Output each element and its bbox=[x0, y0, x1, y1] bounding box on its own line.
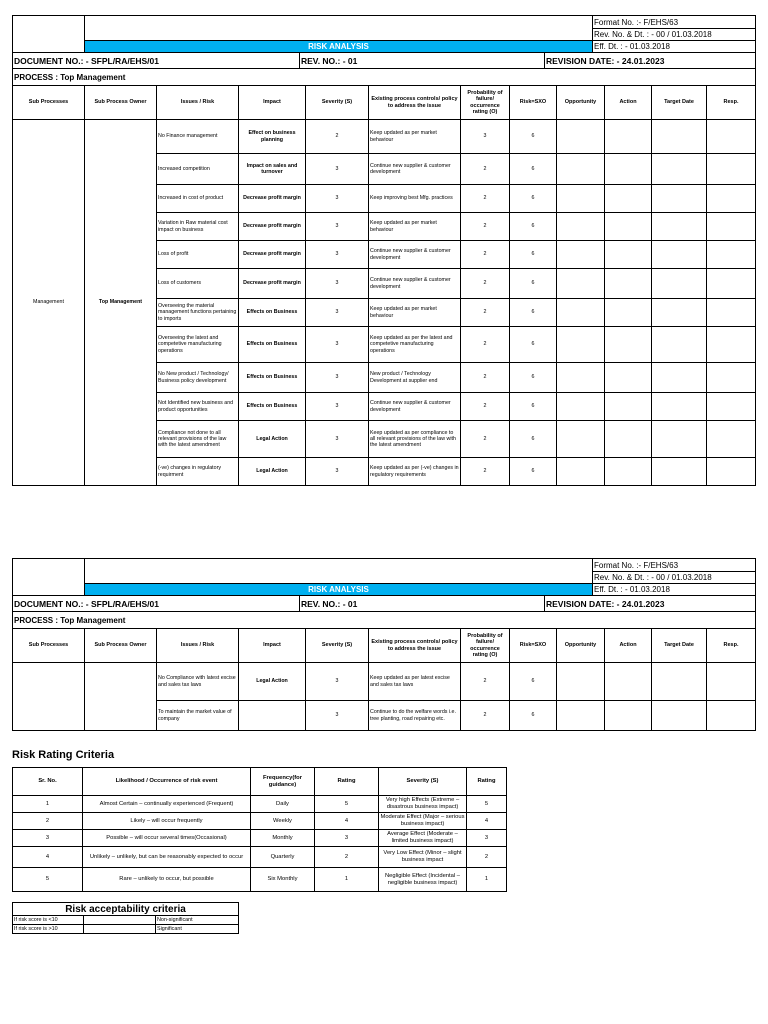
opportunity-cell bbox=[557, 458, 605, 486]
criteria-sr-cell: 2 bbox=[13, 813, 83, 830]
severity-cell: 3 bbox=[306, 213, 369, 241]
target-date-cell bbox=[652, 241, 707, 269]
rev-no-date: Rev. No. & Dt. : - 00 / 01.03.2018 bbox=[593, 572, 756, 584]
severity-cell: 3 bbox=[306, 663, 369, 701]
criteria-sr-cell: 4 bbox=[13, 847, 83, 868]
acceptability-row bbox=[13, 925, 239, 934]
revision-date: REVISION DATE: - 24.01.2023 bbox=[545, 596, 756, 612]
col-probability: Probability of failure/ occurrence rating (O) bbox=[461, 86, 510, 120]
header-blank-cell bbox=[13, 16, 85, 53]
target-date-cell bbox=[652, 185, 707, 213]
resp-cell bbox=[707, 154, 756, 185]
opportunity-cell bbox=[557, 154, 605, 185]
col-impact: Impact bbox=[239, 629, 306, 663]
sheet-2-header-table bbox=[12, 558, 756, 629]
impact-cell: Effects on Business bbox=[239, 363, 306, 393]
resp-cell bbox=[707, 421, 756, 458]
col-action: Action bbox=[605, 629, 652, 663]
criteria-likelihood-cell: Likely – will occur frequently bbox=[83, 813, 251, 830]
col-existing-controls: Existing process controls/ policy to address the issue bbox=[369, 86, 461, 120]
risk-analysis-sheet-2 bbox=[12, 558, 755, 731]
severity-cell: 3 bbox=[306, 701, 369, 731]
criteria-row bbox=[13, 847, 507, 868]
criteria-row bbox=[13, 813, 507, 830]
header-blank-wide bbox=[85, 16, 593, 41]
probability-cell: 2 bbox=[461, 185, 510, 213]
criteria-rating-cell: 4 bbox=[315, 813, 379, 830]
target-date-cell bbox=[652, 213, 707, 241]
col-sub-process-owner: Sub Process Owner bbox=[85, 629, 157, 663]
format-no: Format No. :- F/EHS/63 bbox=[593, 16, 756, 29]
risk-cell: 6 bbox=[510, 458, 557, 486]
risk-acceptability-table bbox=[12, 902, 239, 934]
impact-cell: Effects on Business bbox=[239, 299, 306, 327]
risk-rating-table bbox=[12, 767, 507, 892]
issue-cell: Compliance not done to all relevant provisions of the law with the latest amendment bbox=[157, 421, 239, 458]
risk-rating-criteria-title: Risk Rating Criteria bbox=[12, 749, 115, 761]
col-sub-process-owner: Sub Process Owner bbox=[85, 86, 157, 120]
criteria-severity-cell: Average Effect (Moderate – limited business impact) bbox=[379, 830, 467, 847]
column-header-row bbox=[13, 629, 756, 663]
probability-cell: 2 bbox=[461, 241, 510, 269]
severity-cell: 3 bbox=[306, 363, 369, 393]
action-cell bbox=[605, 154, 652, 185]
criteria-rating-cell: 3 bbox=[315, 830, 379, 847]
resp-cell bbox=[707, 701, 756, 731]
probability-cell: 2 bbox=[461, 421, 510, 458]
probability-cell: 2 bbox=[461, 458, 510, 486]
risk-cell: 6 bbox=[510, 269, 557, 299]
criteria-severity-cell: Very high Effects (Extreme – disastrous business impact) bbox=[379, 796, 467, 813]
criteria-header-row bbox=[13, 768, 507, 796]
issue-cell: No New product / Technology/ Business policy development bbox=[157, 363, 239, 393]
sub-process-owner-cell: Top Management bbox=[85, 120, 157, 486]
criteria-rating-cell: 5 bbox=[315, 796, 379, 813]
severity-cell: 3 bbox=[306, 241, 369, 269]
criteria-rating-cell: 2 bbox=[315, 847, 379, 868]
risk-table-2 bbox=[12, 628, 756, 731]
action-cell bbox=[605, 213, 652, 241]
rev-no-date: Rev. No. & Dt. : - 00 / 01.03.2018 bbox=[593, 29, 756, 41]
col-issues-risk: Issues / Risk bbox=[157, 629, 239, 663]
process-label: PROCESS : Top Management bbox=[13, 69, 756, 86]
acceptability-blank-cell bbox=[84, 925, 156, 934]
impact-cell: Decrease profit margin bbox=[239, 269, 306, 299]
crit-col-rating: Rating bbox=[315, 768, 379, 796]
resp-cell bbox=[707, 120, 756, 154]
format-no: Format No. :- F/EHS/63 bbox=[593, 559, 756, 572]
issue-cell: Loss of customers bbox=[157, 269, 239, 299]
criteria-likelihood-cell: Possible – will occur several times(Occasional) bbox=[83, 830, 251, 847]
page-title: RISK ANALYSIS bbox=[85, 584, 593, 596]
header-blank-wide bbox=[85, 559, 593, 584]
risk-analysis-sheet-1 bbox=[12, 15, 755, 486]
risk-acceptability-criteria bbox=[12, 902, 238, 934]
issue-cell: Increased in cost of product bbox=[157, 185, 239, 213]
resp-cell bbox=[707, 363, 756, 393]
severity-cell: 3 bbox=[306, 327, 369, 363]
col-target-date: Target Date bbox=[652, 629, 707, 663]
issue-cell: (-ve) changes in regulatory requirment bbox=[157, 458, 239, 486]
table-row bbox=[13, 663, 756, 701]
control-cell: Keep updated as per the latest and competetive manufacturing operations bbox=[369, 327, 461, 363]
risk-cell: 6 bbox=[510, 213, 557, 241]
issue-cell: Variation in Raw material cost impact on business bbox=[157, 213, 239, 241]
risk-cell: 6 bbox=[510, 663, 557, 701]
risk-cell: 6 bbox=[510, 393, 557, 421]
probability-cell: 2 bbox=[461, 363, 510, 393]
col-severity: Severity (S) bbox=[306, 629, 369, 663]
revision-date: REVISION DATE: - 24.01.2023 bbox=[545, 53, 756, 69]
opportunity-cell bbox=[557, 363, 605, 393]
target-date-cell bbox=[652, 663, 707, 701]
opportunity-cell bbox=[557, 120, 605, 154]
target-date-cell bbox=[652, 120, 707, 154]
action-cell bbox=[605, 393, 652, 421]
control-cell: Continue new supplier & customer development bbox=[369, 393, 461, 421]
control-cell: Keep updated as per compliance to all relevant provisions of the law with the latest amendment bbox=[369, 421, 461, 458]
control-cell: Keep updated as per market behaviour bbox=[369, 120, 461, 154]
risk-cell: 6 bbox=[510, 241, 557, 269]
risk-cell: 6 bbox=[510, 299, 557, 327]
col-target-date: Target Date bbox=[652, 86, 707, 120]
resp-cell bbox=[707, 299, 756, 327]
target-date-cell bbox=[652, 363, 707, 393]
impact-cell: Impact on sales and turnover bbox=[239, 154, 306, 185]
effective-date: Eff. Dt. : - 01.03.2018 bbox=[593, 41, 756, 53]
acceptability-label-cell: Non-significant bbox=[156, 916, 239, 925]
control-cell: New product / Technology Development at supplier end bbox=[369, 363, 461, 393]
resp-cell bbox=[707, 327, 756, 363]
opportunity-cell bbox=[557, 327, 605, 363]
document-no: DOCUMENT NO.: - SFPL/RA/EHS/01 bbox=[13, 596, 300, 612]
control-cell: Keep updated as per market behaviour bbox=[369, 213, 461, 241]
acceptability-condition-cell: If risk score is >10 bbox=[13, 925, 84, 934]
control-cell: Keep updated as per latest excise and sales tax laws bbox=[369, 663, 461, 701]
col-existing-controls: Existing process controls/ policy to address the issue bbox=[369, 629, 461, 663]
action-cell bbox=[605, 241, 652, 269]
severity-cell: 3 bbox=[306, 185, 369, 213]
impact-cell: Effects on Business bbox=[239, 393, 306, 421]
issue-cell: Overseeing the material management functions pertaining to imports bbox=[157, 299, 239, 327]
resp-cell bbox=[707, 663, 756, 701]
criteria-frequency-cell: Quarterly bbox=[251, 847, 315, 868]
criteria-severity-rating-cell: 1 bbox=[467, 868, 507, 892]
risk-cell: 6 bbox=[510, 327, 557, 363]
criteria-frequency-cell: Daily bbox=[251, 796, 315, 813]
probability-cell: 2 bbox=[461, 663, 510, 701]
col-sub-processes: Sub Processes bbox=[13, 86, 85, 120]
action-cell bbox=[605, 458, 652, 486]
risk-table-1 bbox=[12, 85, 756, 486]
process-label: PROCESS : Top Management bbox=[13, 612, 756, 629]
criteria-sr-cell: 3 bbox=[13, 830, 83, 847]
acceptability-condition-cell: If risk score is <10 bbox=[13, 916, 84, 925]
criteria-frequency-cell: Weekly bbox=[251, 813, 315, 830]
control-cell: Keep updated as per (-ve) changes in regulatory requirements bbox=[369, 458, 461, 486]
action-cell bbox=[605, 421, 652, 458]
col-resp: Resp. bbox=[707, 86, 756, 120]
issue-cell: Not Identified new business and product opportunities bbox=[157, 393, 239, 421]
page-title: RISK ANALYSIS bbox=[85, 41, 593, 53]
col-impact: Impact bbox=[239, 86, 306, 120]
action-cell bbox=[605, 120, 652, 154]
severity-cell: 3 bbox=[306, 421, 369, 458]
crit-col-likelihood: Likelihood / Occurrence of risk event bbox=[83, 768, 251, 796]
action-cell bbox=[605, 327, 652, 363]
acceptability-blank-cell bbox=[84, 916, 156, 925]
opportunity-cell bbox=[557, 393, 605, 421]
issue-cell: To maintain the market value of company bbox=[157, 701, 239, 731]
resp-cell bbox=[707, 185, 756, 213]
impact-cell: Legal Action bbox=[239, 663, 306, 701]
col-opportunity: Opportunity bbox=[557, 629, 605, 663]
control-cell: Keep improving best Mfg. practices bbox=[369, 185, 461, 213]
target-date-cell bbox=[652, 154, 707, 185]
risk-cell: 6 bbox=[510, 185, 557, 213]
criteria-row bbox=[13, 830, 507, 847]
target-date-cell bbox=[652, 701, 707, 731]
opportunity-cell bbox=[557, 185, 605, 213]
action-cell bbox=[605, 701, 652, 731]
col-opportunity: Opportunity bbox=[557, 86, 605, 120]
criteria-severity-cell: Very Low Effect (Minor – slight business impact bbox=[379, 847, 467, 868]
sheet-1-header-table bbox=[12, 15, 756, 86]
impact-cell: Legal Action bbox=[239, 421, 306, 458]
probability-cell: 2 bbox=[461, 327, 510, 363]
rev-no: REV. NO.: - 01 bbox=[300, 596, 545, 612]
risk-cell: 6 bbox=[510, 421, 557, 458]
action-cell bbox=[605, 299, 652, 327]
criteria-frequency-cell: Monthly bbox=[251, 830, 315, 847]
issue-cell: Loss of profit bbox=[157, 241, 239, 269]
severity-cell: 3 bbox=[306, 299, 369, 327]
risk-cell: 6 bbox=[510, 120, 557, 154]
criteria-likelihood-cell: Almost Certain – continually experienced (Frequent) bbox=[83, 796, 251, 813]
issue-cell: Increased competition bbox=[157, 154, 239, 185]
col-risk: Risk=SXO bbox=[510, 86, 557, 120]
col-severity: Severity (S) bbox=[306, 86, 369, 120]
probability-cell: 2 bbox=[461, 393, 510, 421]
target-date-cell bbox=[652, 269, 707, 299]
probability-cell: 2 bbox=[461, 299, 510, 327]
impact-cell: Decrease profit margin bbox=[239, 241, 306, 269]
control-cell: Continue new supplier & customer development bbox=[369, 269, 461, 299]
sub-process-cell bbox=[13, 663, 85, 731]
crit-col-frequency: Frequency(for guidance) bbox=[251, 768, 315, 796]
rev-no: REV. NO.: - 01 bbox=[300, 53, 545, 69]
effective-date: Eff. Dt. : - 01.03.2018 bbox=[593, 584, 756, 596]
impact-cell bbox=[239, 701, 306, 731]
issue-cell: No Finance management bbox=[157, 120, 239, 154]
target-date-cell bbox=[652, 458, 707, 486]
crit-col-sr: Sr. No. bbox=[13, 768, 83, 796]
probability-cell: 2 bbox=[461, 701, 510, 731]
impact-cell: Effects on Business bbox=[239, 327, 306, 363]
impact-cell: Effect on business planning bbox=[239, 120, 306, 154]
resp-cell bbox=[707, 269, 756, 299]
crit-col-severity: Severity (S) bbox=[379, 768, 467, 796]
control-cell: Continue to do the welfare words i.e. tree planting, road repairing etc. bbox=[369, 701, 461, 731]
criteria-frequency-cell: Six Monthly bbox=[251, 868, 315, 892]
col-probability: Probability of failure/ occurrence rating (O) bbox=[461, 629, 510, 663]
opportunity-cell bbox=[557, 269, 605, 299]
criteria-severity-cell: Negligible Effect (Incidental – negligible business impact) bbox=[379, 868, 467, 892]
criteria-likelihood-cell: Unlikely – unlikely, but can be reasonably expected to occur bbox=[83, 847, 251, 868]
sub-process-cell: Management bbox=[13, 120, 85, 486]
action-cell bbox=[605, 363, 652, 393]
criteria-severity-rating-cell: 3 bbox=[467, 830, 507, 847]
sub-process-owner-cell bbox=[85, 663, 157, 731]
criteria-severity-cell: Moderate Effect (Major – serious business impact) bbox=[379, 813, 467, 830]
document-no: DOCUMENT NO.: - SFPL/RA/EHS/01 bbox=[13, 53, 300, 69]
criteria-likelihood-cell: Rare – unlikely to occur, but possible bbox=[83, 868, 251, 892]
control-cell: Continue new supplier & customer development bbox=[369, 154, 461, 185]
probability-cell: 2 bbox=[461, 269, 510, 299]
impact-cell: Legal Action bbox=[239, 458, 306, 486]
crit-col-severity-rating: Rating bbox=[467, 768, 507, 796]
criteria-sr-cell: 1 bbox=[13, 796, 83, 813]
opportunity-cell bbox=[557, 421, 605, 458]
issue-cell: Overseeing the latest and competetive manufacturing operations bbox=[157, 327, 239, 363]
col-risk: Risk=SXO bbox=[510, 629, 557, 663]
issue-cell: No Compliance with latest excise and sales tax laws bbox=[157, 663, 239, 701]
criteria-row bbox=[13, 868, 507, 892]
action-cell bbox=[605, 663, 652, 701]
risk-cell: 6 bbox=[510, 363, 557, 393]
col-resp: Resp. bbox=[707, 629, 756, 663]
action-cell bbox=[605, 185, 652, 213]
column-header-row bbox=[13, 86, 756, 120]
severity-cell: 3 bbox=[306, 458, 369, 486]
col-action: Action bbox=[605, 86, 652, 120]
acceptability-title: Risk acceptability criteria bbox=[13, 903, 239, 916]
impact-cell: Decrease profit margin bbox=[239, 213, 306, 241]
opportunity-cell bbox=[557, 701, 605, 731]
risk-rating-criteria bbox=[12, 767, 506, 892]
col-issues-risk: Issues / Risk bbox=[157, 86, 239, 120]
criteria-sr-cell: 5 bbox=[13, 868, 83, 892]
opportunity-cell bbox=[557, 299, 605, 327]
target-date-cell bbox=[652, 393, 707, 421]
control-cell: Keep updated as per market behaviour bbox=[369, 299, 461, 327]
severity-cell: 3 bbox=[306, 269, 369, 299]
severity-cell: 3 bbox=[306, 393, 369, 421]
target-date-cell bbox=[652, 327, 707, 363]
probability-cell: 2 bbox=[461, 213, 510, 241]
opportunity-cell bbox=[557, 241, 605, 269]
acceptability-row bbox=[13, 916, 239, 925]
resp-cell bbox=[707, 393, 756, 421]
col-sub-processes: Sub Processes bbox=[13, 629, 85, 663]
criteria-severity-rating-cell: 4 bbox=[467, 813, 507, 830]
acceptability-label-cell: Significant bbox=[156, 925, 239, 934]
risk-cell: 6 bbox=[510, 701, 557, 731]
probability-cell: 2 bbox=[461, 154, 510, 185]
resp-cell bbox=[707, 213, 756, 241]
criteria-severity-rating-cell: 2 bbox=[467, 847, 507, 868]
action-cell bbox=[605, 269, 652, 299]
severity-cell: 3 bbox=[306, 154, 369, 185]
opportunity-cell bbox=[557, 663, 605, 701]
impact-cell: Decrease profit margin bbox=[239, 185, 306, 213]
resp-cell bbox=[707, 241, 756, 269]
severity-cell: 2 bbox=[306, 120, 369, 154]
criteria-severity-rating-cell: 5 bbox=[467, 796, 507, 813]
header-blank-cell bbox=[13, 559, 85, 596]
target-date-cell bbox=[652, 421, 707, 458]
criteria-rating-cell: 1 bbox=[315, 868, 379, 892]
risk-cell: 6 bbox=[510, 154, 557, 185]
criteria-row bbox=[13, 796, 507, 813]
resp-cell bbox=[707, 458, 756, 486]
opportunity-cell bbox=[557, 213, 605, 241]
table-row bbox=[13, 120, 756, 154]
control-cell: Continue new supplier & customer development bbox=[369, 241, 461, 269]
probability-cell: 3 bbox=[461, 120, 510, 154]
target-date-cell bbox=[652, 299, 707, 327]
